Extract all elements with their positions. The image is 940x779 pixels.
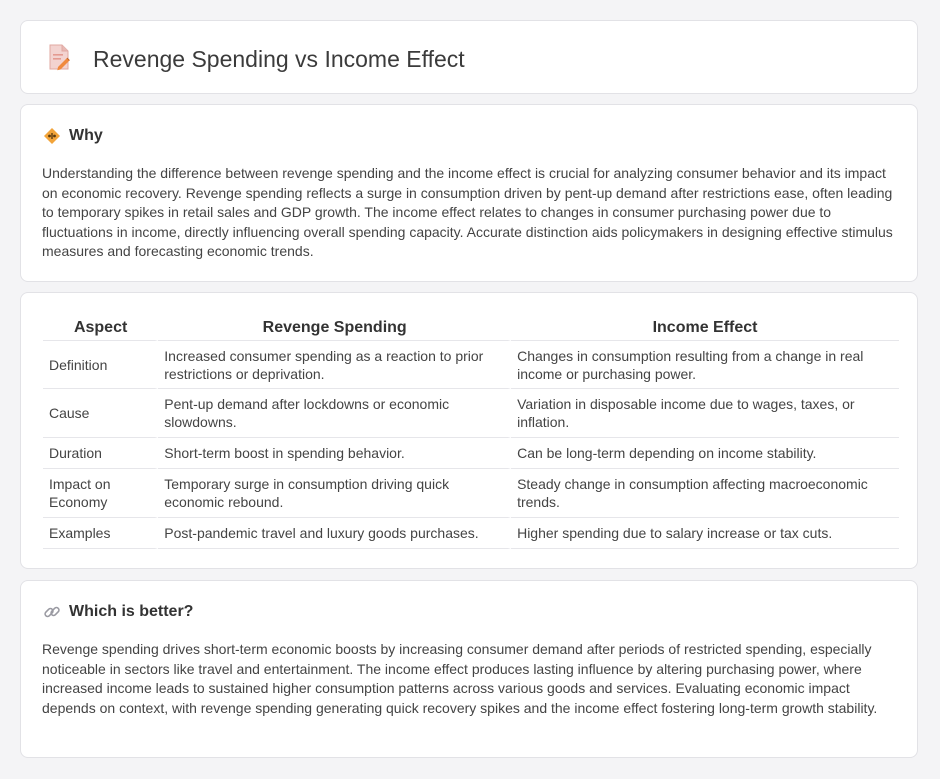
table-cell-revenge: Post-pandemic travel and luxury goods purchases. [158, 518, 511, 549]
header-income-effect: Income Effect [652, 318, 758, 336]
table-row [43, 340, 899, 389]
table-row [43, 518, 899, 549]
table-cell-revenge: Temporary surge in consumption driving quick economic rebound. [158, 469, 511, 518]
document-pencil-icon [47, 43, 93, 76]
comparison-table [43, 315, 899, 549]
better-heading: Which is better? [69, 603, 194, 620]
better-text: Revenge spending drives short-term economic boosts by increasing consumer demand after periods of restricted spending, especially noticeable in sectors like travel and entertainment. The income effect produces lasting influence by altering purchasing power, where increased income leads to sustained higher consumption patterns across various goods and services. Evaluating economic impact depends on context, with revenge spending generating quick recovery spikes and the income effect fostering long-term growth stability. [42, 641, 878, 716]
table-cell-aspect: Duration [43, 438, 158, 469]
header-aspect: Aspect [73, 318, 128, 336]
header-revenge-spending: Revenge Spending [262, 318, 407, 336]
table-cell-revenge: Short-term boost in spending behavior. [158, 438, 511, 469]
table-header-row [43, 315, 899, 340]
table-cell-aspect: Examples [43, 518, 158, 549]
which-is-better-card [20, 580, 918, 758]
table-row [43, 438, 899, 469]
table-row [43, 469, 899, 518]
table-cell-aspect: Impact on Economy [43, 469, 158, 518]
why-heading-row [43, 127, 103, 145]
title-row [47, 43, 465, 76]
table-cell-income: Variation in disposable income due to wages, taxes, or inflation. [511, 389, 899, 438]
why-text: Understanding the difference between revenge spending and the income effect is crucial for analyzing consumer behavior and its impact on economic recovery. Revenge spending reflects a surge in consumption driven by pent-up demand after restrictions ease, often leading to temporary spikes in retail sales and GDP growth. The income effect relates to changes in consumer purchasing power due to fluctuations in income, directly influencing overall spending capacity. Accurate distinction aids policymakers in designing effective stimulus measures and forecasting economic trends. [42, 165, 893, 260]
table-cell-revenge: Pent-up demand after lockdowns or economic slowdowns. [158, 389, 511, 438]
table-cell-aspect: Cause [43, 389, 158, 438]
link-icon [43, 603, 61, 621]
table-cell-income: Steady change in consumption affecting macroeconomic trends. [511, 469, 899, 518]
comparison-card [20, 292, 918, 569]
table-cell-income: Higher spending due to salary increase or tax cuts. [511, 518, 899, 549]
diamond-warning-icon [43, 127, 61, 145]
page-title: Revenge Spending vs Income Effect [93, 46, 465, 72]
table-cell-aspect: Definition [43, 340, 158, 389]
table-cell-income: Changes in consumption resulting from a change in real income or purchasing power. [511, 340, 899, 389]
why-heading: Why [69, 127, 103, 144]
why-card [20, 104, 918, 282]
table-cell-income: Can be long-term depending on income stability. [511, 438, 899, 469]
title-card [20, 20, 918, 94]
table-row [43, 389, 899, 438]
better-heading-row [43, 603, 193, 621]
table-cell-revenge: Increased consumer spending as a reaction to prior restrictions or deprivation. [158, 340, 511, 389]
